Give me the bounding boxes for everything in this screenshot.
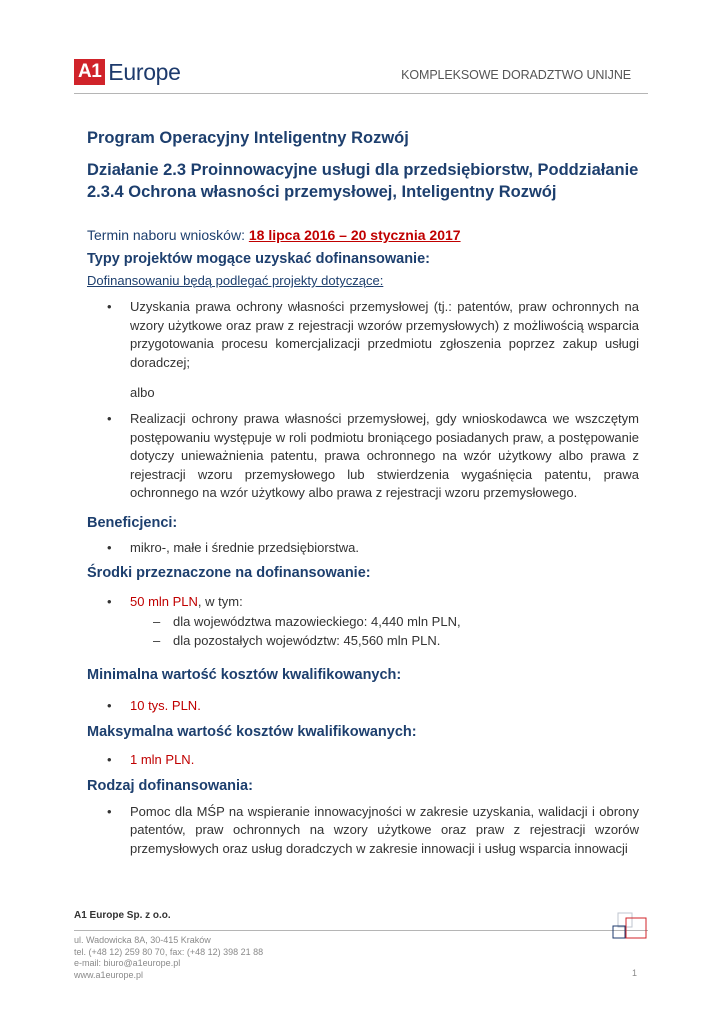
types-list: [87, 298, 639, 372]
action-title-line2: 2.3.4 Ochrona własności przemysłowej, Inteligentny Rozwój: [87, 183, 557, 201]
types-heading: Typy projektów mogące uzyskać dofinansowanie:: [87, 251, 430, 267]
min-cost-list: [87, 697, 639, 716]
funds-sub-text-1: dla województwa mazowieckiego: 4,440 mln PLN,: [173, 613, 461, 629]
action-title: [87, 159, 639, 203]
action-title-line1: Działanie 2.3 Proinnowacyjne usługi dla przedsiębiorstw, Poddziałanie: [87, 161, 639, 179]
funding-type-heading: Rodzaj dofinansowania:: [87, 777, 253, 794]
bullet-icon: •: [107, 803, 112, 819]
footer-contact: [74, 935, 263, 981]
bullet-icon: •: [107, 299, 112, 314]
logo-badge: A1: [74, 59, 105, 85]
funding-type-list: [87, 803, 639, 859]
max-cost-heading: Maksymalna wartość kosztów kwalifikowanych:: [87, 724, 417, 740]
funds-list: [87, 593, 639, 612]
program-title: Program Operacyjny Inteligentny Rozwój: [87, 129, 409, 147]
term-dates: 18 lipca 2016 – 20 stycznia 2017: [248, 227, 461, 243]
funds-sub-item-2: [87, 631, 639, 650]
footer-website: www.a1europe.pl: [74, 969, 144, 980]
footer-phone: tel. (+48 12) 259 80 70, fax: (+48 12) 398 21 88: [74, 946, 264, 957]
min-cost-heading: Minimalna wartość kosztów kwalifikowanych:: [87, 666, 402, 683]
beneficiaries-item: mikro-, małe i średnie przedsiębiorstwa.: [130, 539, 360, 555]
funding-type-item: Pomoc dla MŚP na wspieranie innowacyjności w zakresie uzyskania, walidacji i obrony patentów, praw ochronnych na wzory użytkowe oraz praw z rejestracji wzorów przemysłowych oraz usług doradczych w zakresie innowacji i usług wsparcia innowacji: [130, 803, 639, 856]
dash-icon: –: [153, 632, 161, 648]
footer-address: ul. Wadowicka 8A, 30-415 Kraków: [74, 935, 211, 945]
dash-icon: –: [153, 613, 161, 629]
bullet-icon: •: [107, 539, 112, 555]
bullet-icon: •: [107, 752, 112, 767]
min-cost-value: 10 tys. PLN.: [130, 697, 201, 713]
types-list-2: [87, 410, 639, 503]
beneficiaries-heading: Beneficjenci:: [87, 514, 178, 531]
footer-divider: [74, 930, 648, 931]
bullet-icon: •: [107, 697, 112, 713]
funds-amount: 50 mln PLN: [130, 594, 198, 609]
beneficiaries-list: [87, 539, 639, 558]
company-logo: [74, 58, 181, 86]
list-item: [87, 539, 639, 558]
list-item: [87, 751, 639, 770]
types-intro: Dofinansowaniu będą podlegać projekty dotyczące:: [87, 273, 384, 288]
list-item: [87, 697, 639, 716]
types-item-2: Realizacji ochrony prawa własności przemysłowej, gdy wnioskodawca we wszczętym postępowaniu występuje w roli podmiotu broniącego posiadanych praw, a postępowanie dotyczy unieważnienia patentu, prawa ochronnego na wzór użytkowy albo prawa z rejestracji wzoru przemysłowego lub stwierdzenia wygaśnięcia patentu, prawa ochronnego na wzór użytkowy albo prawa z rejestracji wzoru przemysłowego.: [130, 411, 639, 500]
max-cost-value: 1 mln PLN.: [130, 752, 195, 767]
funds-suffix: , w tym:: [197, 594, 243, 609]
header-divider: [74, 93, 648, 94]
types-item-1: Uzyskania prawa ochrony własności przemysłowej (tj.: patentów, praw ochronnych na wzory użytkowe oraz praw z rejestracji wzorów przemysłowych) z możliwością wsparcia przygotowania procesu komercjalizacji przedmiotu zgłoszenia poprzez zakup usługi doradczej;: [130, 299, 639, 370]
max-cost-list: [87, 751, 639, 770]
list-item: [87, 803, 639, 859]
footer-company: A1 Europe Sp. z o.o.: [74, 910, 171, 921]
document-body: [87, 127, 639, 858]
funds-heading: Środki przeznaczone na dofinansowanie:: [87, 565, 371, 581]
funds-sub-text-2: dla pozostałych województw: 45,560 mln PLN.: [173, 632, 441, 648]
squares-decoration-icon: [612, 912, 652, 942]
footer-email: e-mail: biuro@a1europe.pl: [74, 958, 181, 968]
list-item: [87, 410, 639, 503]
logo-wordmark: Europe: [108, 59, 181, 85]
term-label: Termin naboru wniosków:: [87, 227, 249, 243]
types-or: albo: [130, 385, 155, 400]
funds-sub-item-1: [87, 612, 639, 631]
list-item: [87, 593, 639, 612]
header-tagline: KOMPLEKSOWE DORADZTWO UNIJNE: [401, 68, 631, 82]
list-item: [87, 298, 639, 372]
page-number: 1: [632, 968, 638, 978]
application-term: [87, 225, 639, 245]
bullet-icon: •: [107, 411, 112, 426]
bullet-icon: •: [107, 594, 112, 609]
